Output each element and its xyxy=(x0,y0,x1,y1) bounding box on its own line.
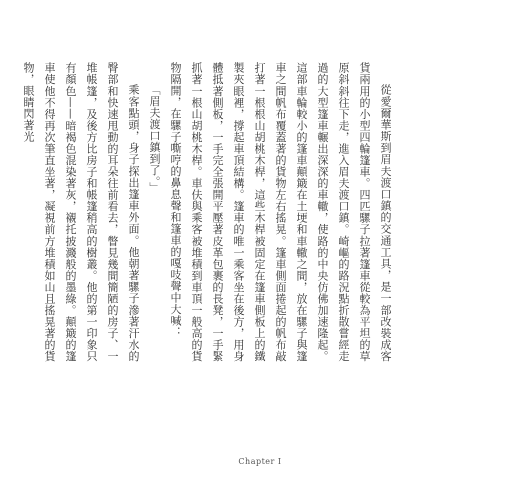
page-footer: Chapter I xyxy=(238,457,282,466)
paragraph: 從愛爾華斯到眉夫渡口鎮的交通工具，是一部改裝成客貨兩用的小型四輪篷車。四匹騾子拉著篷車從較為平坦的草原斜斜往下走，進入眉夫渡口鎮。崎嶇的路況點折散嘗經走過的大型篷車輾出深深的車轍，使路的中央仿佛加速隆起。這部車輪較小的篷車顛簸在土埂和車轍之間，放在騾子與篷車之間帆布覆蓋著的貨物左右搖晃。篷車側面捲起的帆布敲打著一根根山胡桃木桿，這些木桿被固定在篷車側板上的鐵製夾眼裡，撐起車頂結構。篷車的唯一乘客坐在後方，用身體抵著側板，一手完全張開平壓著皮革包裹的長凳，一手緊抓著一根山胡桃木桿。車伕與乘客被堆積到車頂一般高的貨物隔開，在騾子嘶哼的鼻息聲和篷車的嘎吱聲中大喊： xyxy=(169,62,392,362)
paragraph: 「眉夫渡口鎮到了。」 xyxy=(148,84,161,194)
chapter-body-text xyxy=(22,62,396,362)
paragraph: 乘客點頭，身子探出篷車外面。他朝著騾子滲著汗水的臀部和快速甩動的耳朵往前看去，瞥見幾間簡陋的房子、一堆帳篷，及後方比房子和帳篷稍高的樹叢。他的第一印象只有顏色——暗褐色混染著灰，襯托披濺般的墨綠。顛簸的篷車使他不得再次筆直坐著，凝視前方堆積如山且搖晃著的貨物，眼睛閃著光 xyxy=(22,62,140,362)
